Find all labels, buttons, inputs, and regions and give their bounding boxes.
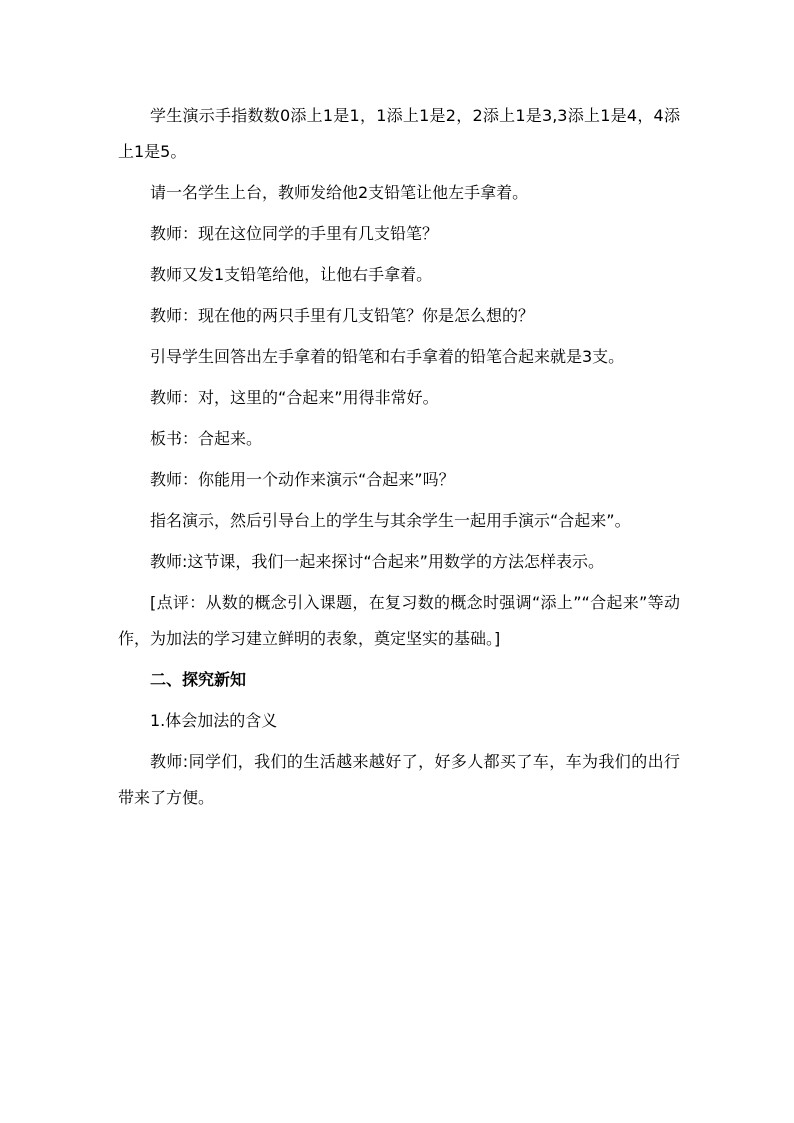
paragraph-demonstration: 指名演示，然后引导台上的学生与其余学生一起用手演示“合起来”。: [150, 511, 631, 530]
paragraph-teacher-question-3: 教师：你能用一个动作来演示“合起来”吗？: [150, 470, 455, 489]
paragraph-guide-answer: 引导学生回答出左手拿着的铅笔和右手拿着的铅笔合起来就是3支。: [150, 347, 625, 366]
section-heading-explore: 二、探究新知: [150, 670, 247, 689]
paragraph-teacher-intro: 教师:这节课，我们一起来探讨“合起来”用数学的方法怎样表示。: [150, 552, 604, 571]
paragraph-teacher-question-1: 教师：现在这位同学的手里有几支铅笔？: [150, 224, 439, 243]
paragraph-comment: [点评：从数的概念引入课题，在复习数的概念时强调“添上”“合起来”等动作，为加法的学习建立鲜明的表象，奠定坚实的基础。]: [118, 593, 680, 648]
paragraph-finger-counting: 学生演示手指数数0添上1是1，1添上1是2，2添上1是3,3添上1是4，4添上1是5。: [118, 106, 680, 161]
subsection-heading-addition-meaning: 1.体会加法的含义: [150, 711, 278, 730]
document-page: [118, 98, 680, 821]
paragraph-board-writing: 板书：合起来。: [150, 429, 263, 448]
paragraph-teacher-question-2: 教师：现在他的两只手里有几支铅笔？你是怎么想的？: [150, 306, 535, 325]
paragraph-teacher-gives-pencil: 教师又发1支铅笔给他，让他右手拿着。: [150, 265, 433, 284]
paragraph-student-on-stage: 请一名学生上台，教师发给他2支铅笔让他左手拿着。: [150, 183, 529, 202]
paragraph-teacher-praise: 教师：对，这里的“合起来”用得非常好。: [150, 388, 439, 407]
paragraph-teacher-cars: 教师:同学们，我们的生活越来越好了，好多人都买了车，车为我们的出行带来了方便。: [118, 752, 680, 807]
